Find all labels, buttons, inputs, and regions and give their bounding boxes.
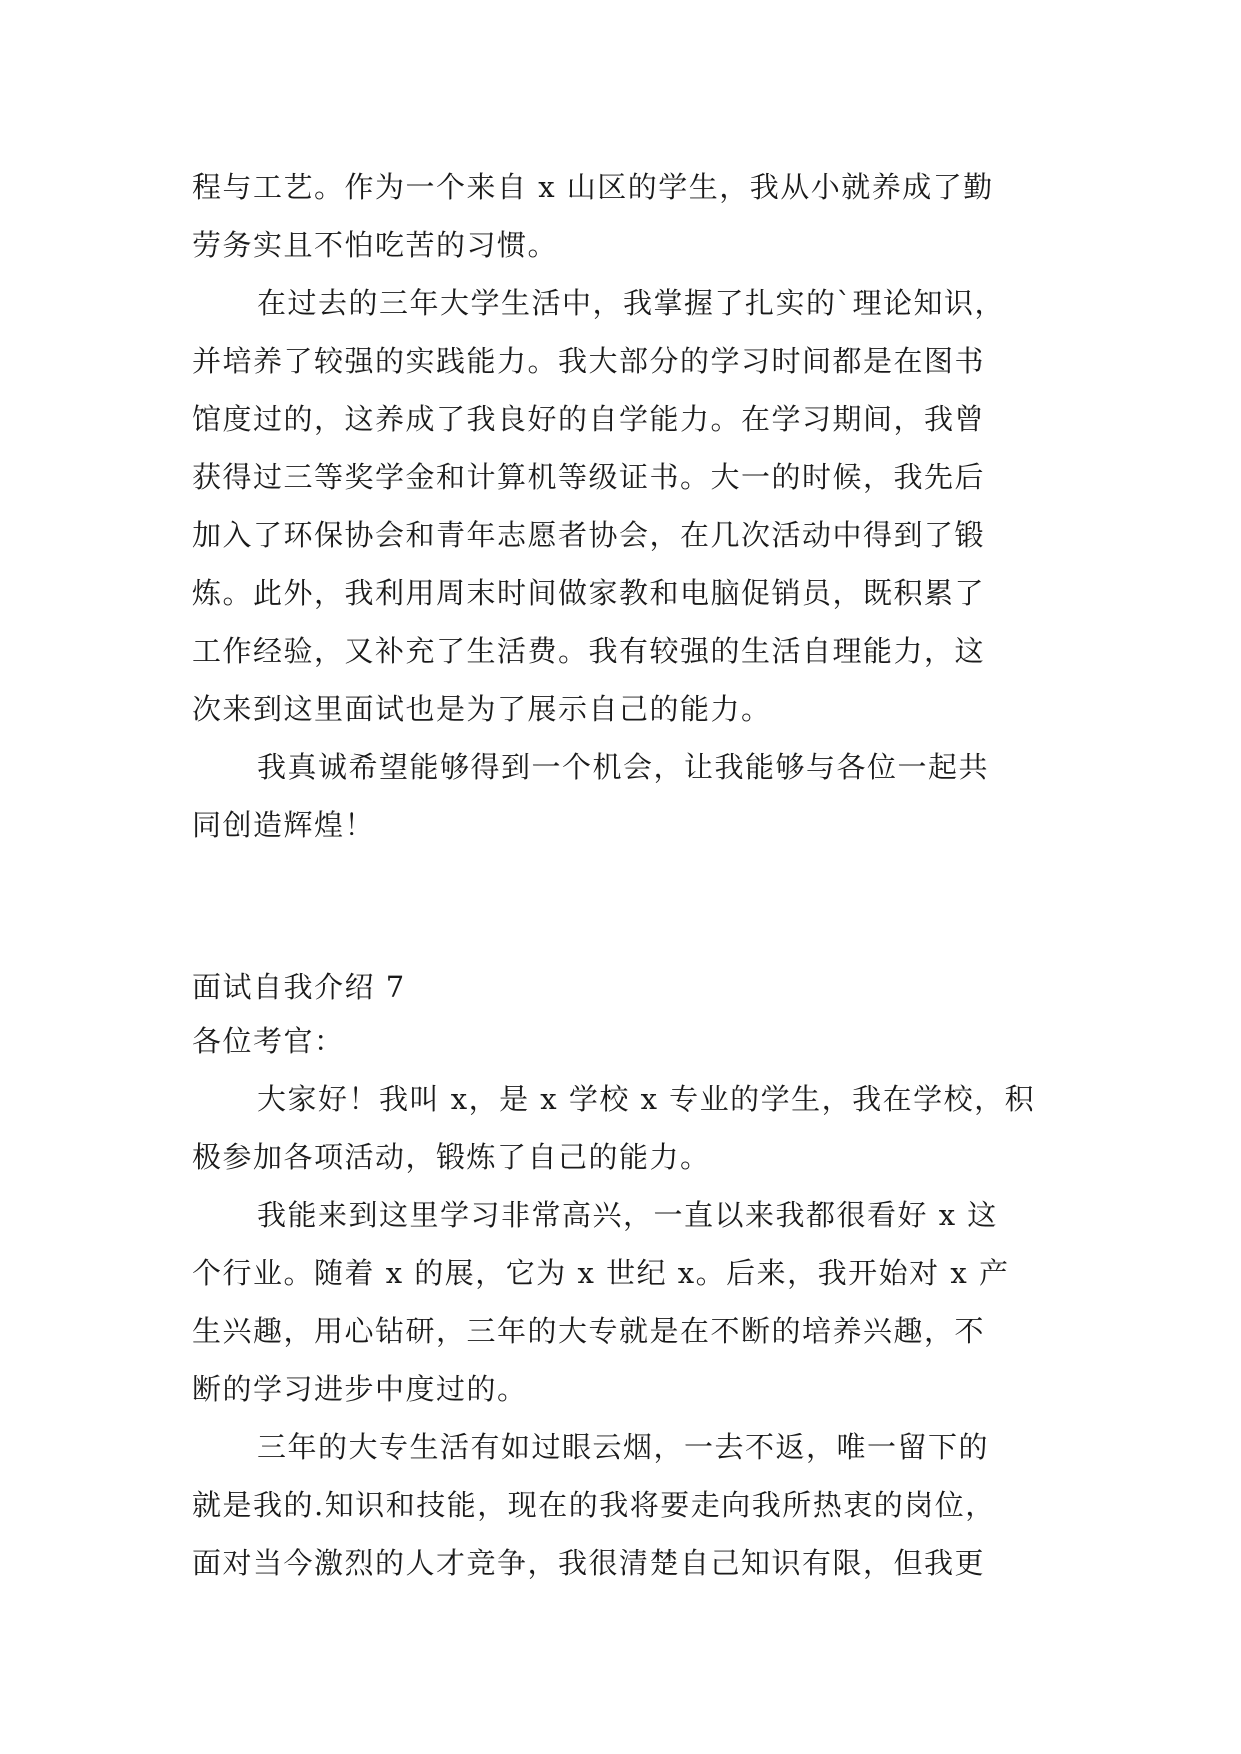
section-title: 面试自我介绍 7 <box>192 970 406 1004</box>
document-body <box>192 158 1052 1592</box>
paragraph <box>192 274 1052 738</box>
text-line: 获得过三等奖学金和计算机等级证书。大一的时候，我先后 <box>192 460 986 494</box>
text-line: 极参加各项活动，锻炼了自己的能力。 <box>192 1140 711 1174</box>
text-line: 三年的大专生活有如过眼云烟，一去不返，唯一留下的 <box>257 1430 990 1464</box>
text-line: 在过去的三年大学生活中，我掌握了扎实的`理论知识， <box>257 286 1006 320</box>
text-line: 我能来到这里学习非常高兴，一直以来我都很看好 x 这 <box>257 1198 998 1232</box>
text-line: 炼。此外，我利用周末时间做家教和电脑促销员，既积累了 <box>192 576 986 610</box>
paragraph <box>192 1186 1052 1418</box>
salutation: 各位考官： <box>192 1024 345 1058</box>
text-line: 大家好！我叫 x，是 x 学校 x 专业的学生，我在学校，积 <box>257 1082 1036 1116</box>
text-line: 加入了环保协会和青年志愿者协会，在几次活动中得到了锻 <box>192 518 986 552</box>
paragraph <box>192 1418 1052 1592</box>
text-line: 生兴趣，用心钻研，三年的大专就是在不断的培养兴趣，不 <box>192 1314 986 1348</box>
text-line: 同创造辉煌！ <box>192 808 376 842</box>
text-line: 程与工艺。作为一个来自 x 山区的学生，我从小就养成了勤 <box>192 170 994 204</box>
section-gap <box>192 854 1052 962</box>
text-line: 就是我的.知识和技能，现在的我将要走向我所热衷的岗位， <box>192 1488 996 1522</box>
text-line: 并培养了较强的实践能力。我大部分的学习时间都是在图书 <box>192 344 986 378</box>
paragraph <box>192 738 1052 854</box>
text-line: 馆度过的，这养成了我良好的自学能力。在学习期间，我曾 <box>192 402 986 436</box>
text-line: 我真诚希望能够得到一个机会，让我能够与各位一起共 <box>257 750 990 784</box>
text-line: 次来到这里面试也是为了展示自己的能力。 <box>192 692 772 726</box>
paragraph <box>192 158 1052 274</box>
text-line: 个行业。随着 x 的展，它为 x 世纪 x。后来，我开始对 x 产 <box>192 1256 1010 1290</box>
text-line: 面对当今激烈的人才竞争，我很清楚自己知识有限，但我更 <box>192 1546 986 1580</box>
text-line: 断的学习进步中度过的。 <box>192 1372 528 1406</box>
paragraph <box>192 1070 1052 1186</box>
text-line: 工作经验，又补充了生活费。我有较强的生活自理能力，这 <box>192 634 986 668</box>
text-line: 劳务实且不怕吃苦的习惯。 <box>192 228 559 262</box>
